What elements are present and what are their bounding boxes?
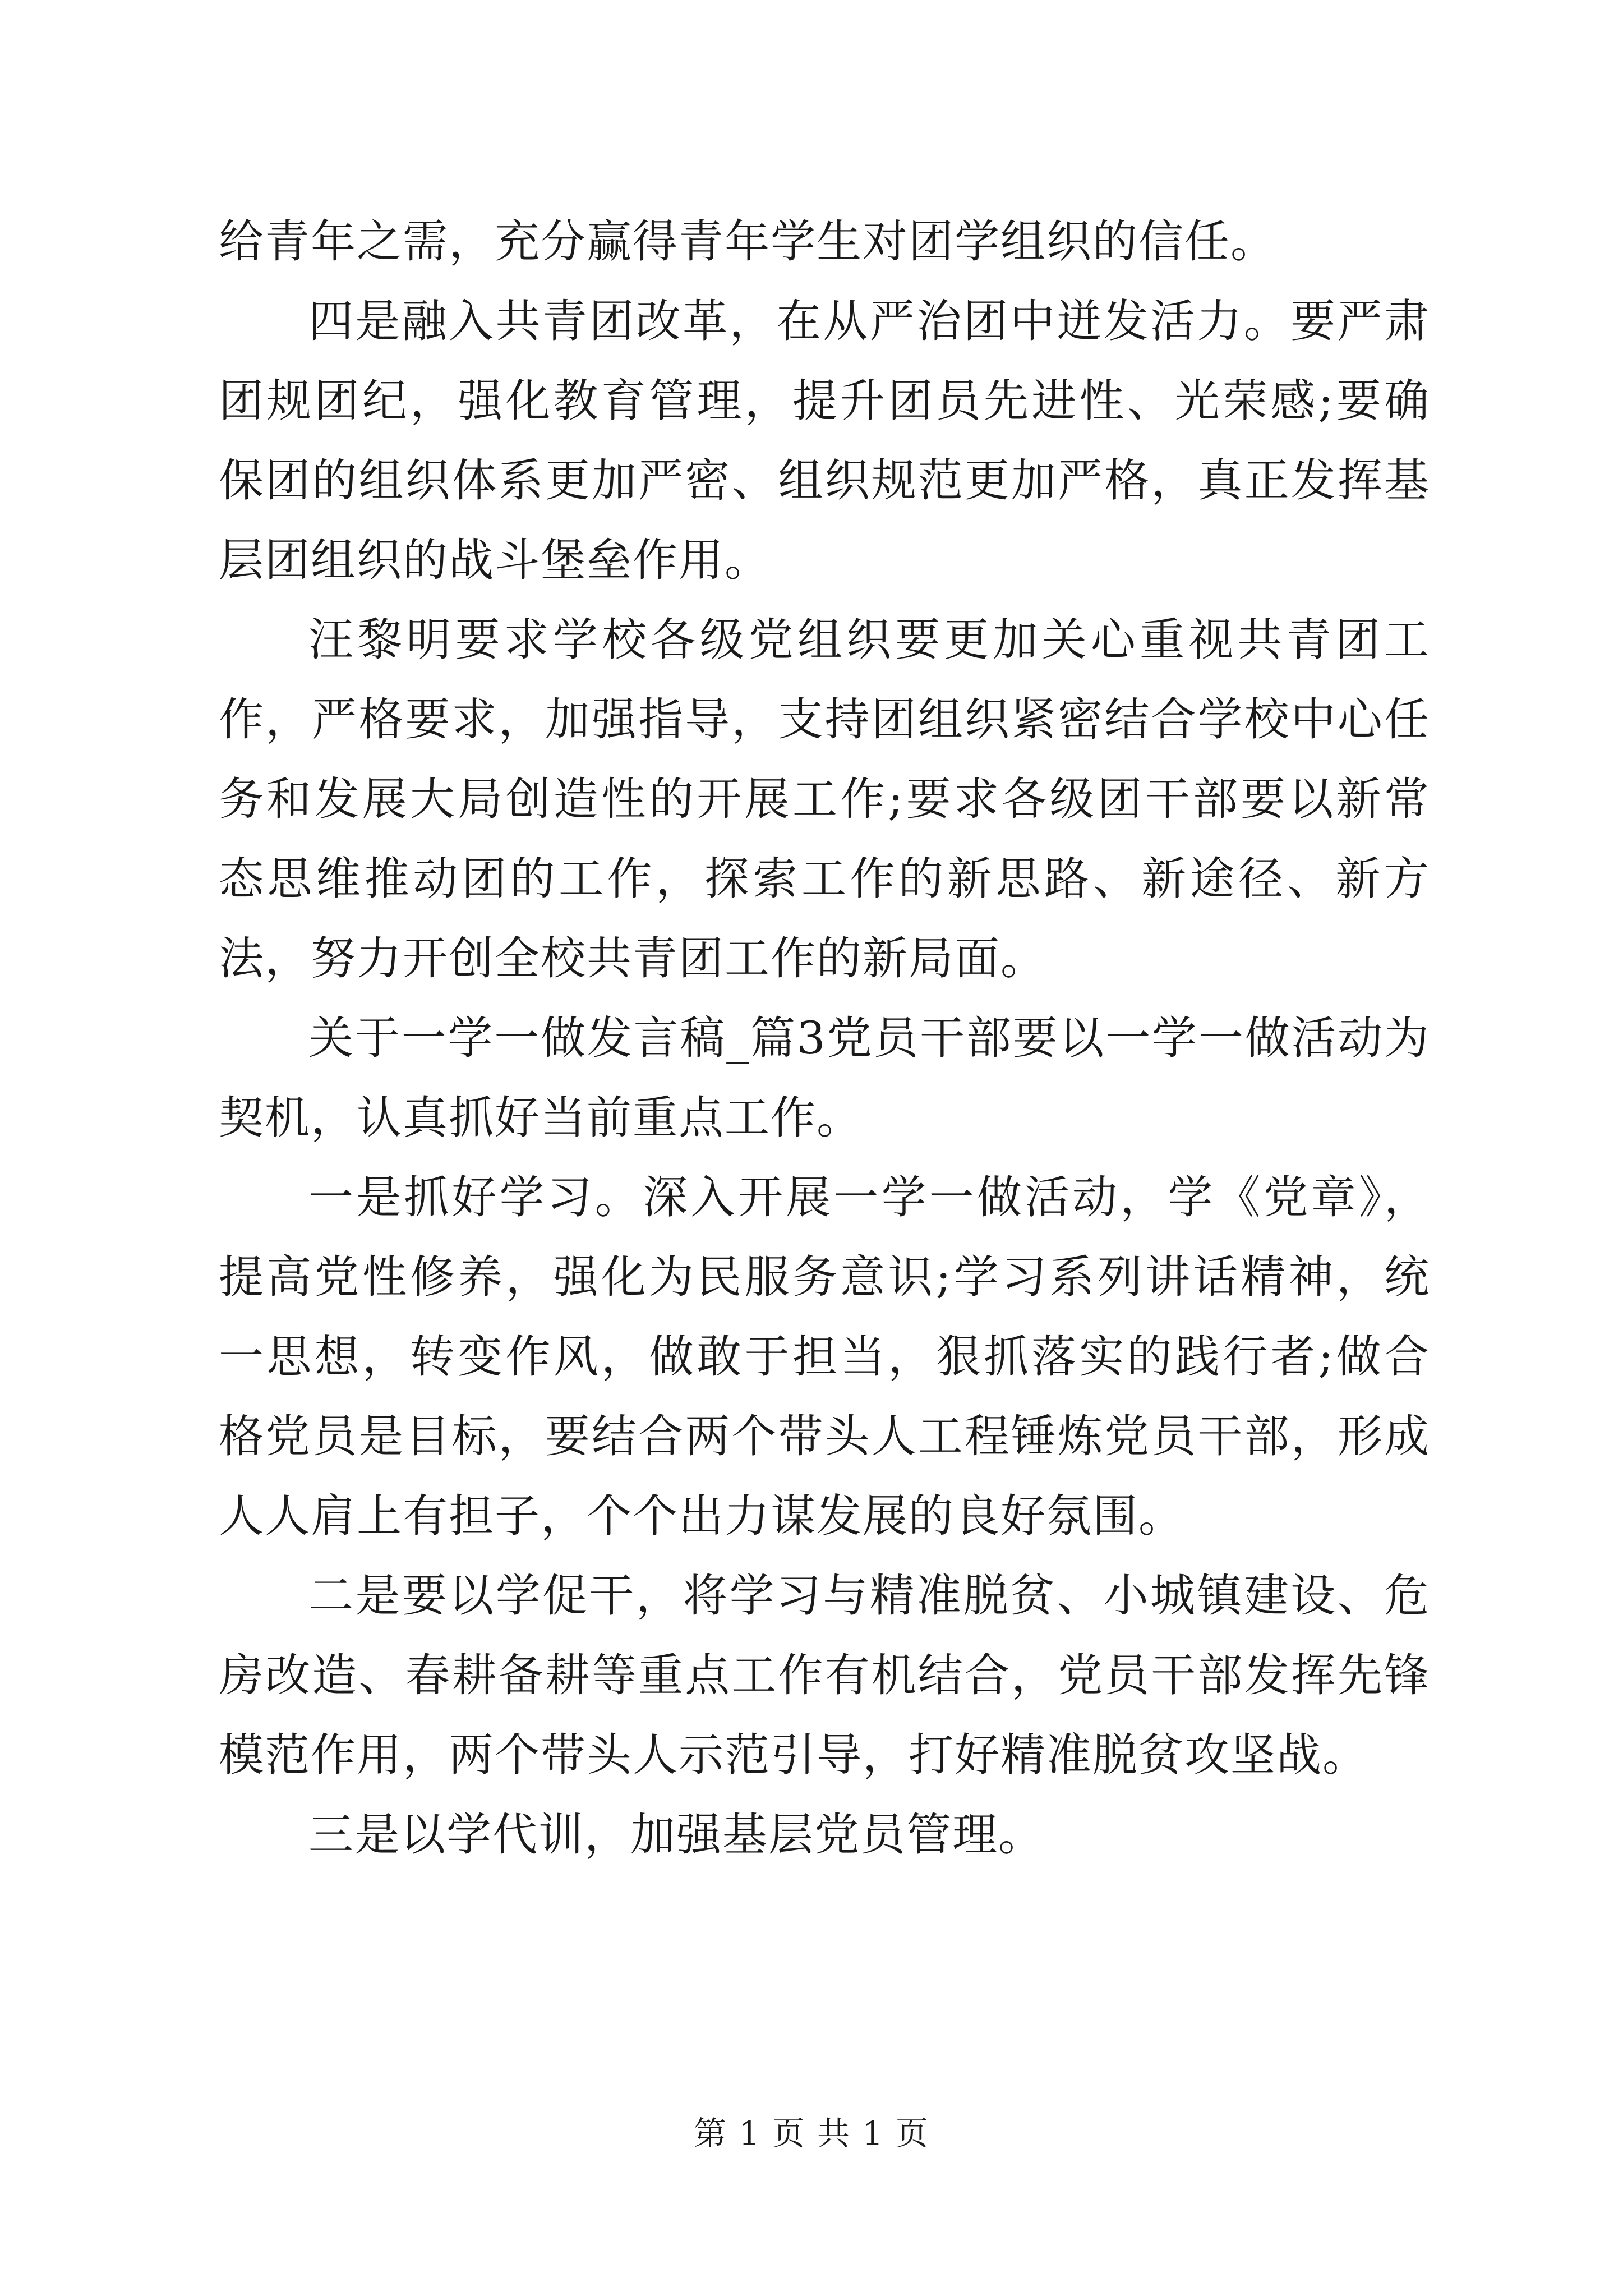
paragraph-point-one: 一是抓好学习。深入开展一学一做活动，学《党章》，提高党性修养，强化为民服务意识;学习系列讲话精神，统一思想，转变作风，做敢于担当，狠抓落实的践行者;做合格党员是目标，要结合两个带头人工程锤炼党员干部，形成人人肩上有担子，个个出力谋发展的良好氛围。 — [219, 1171, 1430, 1542]
paragraph-continuation: 给青年之需，充分赢得青年学生对团学组织的信任。 — [219, 215, 1276, 268]
paragraph-point-two: 二是要以学促干，将学习与精准脱贫、小城镇建设、危房改造、春耕备耕等重点工作有机结合，党员干部发挥先锋模范作用，两个带头人示范引导，打好精准脱贫攻坚战。 — [219, 1570, 1430, 1781]
paragraph-requirements: 汪黎明要求学校各级党组织要更加关心重视共青团工作，严格要求，加强指导，支持团组织紧密结合学校中心任务和发展大局创造性的开展工作;要求各级团干部要以新常态思维推动团的工作，探索工作的新思路、新途径、新方法，努力开创全校共青团工作的新局面。 — [219, 614, 1430, 984]
paragraph-speech-title: 关于一学一做发言稿_篇3党员干部要以一学一做活动为契机，认真抓好当前重点工作。 — [219, 1012, 1430, 1144]
paragraph-point-three: 三是以学代训，加强基层党员管理。 — [308, 1809, 1044, 1861]
page-number-footer: 第 1 页 共 1 页 — [694, 2114, 929, 2152]
paragraph-point-four: 四是融入共青团改革，在从严治团中迸发活力。要严肃团规团纪，强化教育管理，提升团员先进性、光荣感;要确保团的组织体系更加严密、组织规范更加严格，真正发挥基层团组织的战斗堡垒作用。 — [219, 295, 1430, 586]
document-body — [219, 202, 1430, 1875]
